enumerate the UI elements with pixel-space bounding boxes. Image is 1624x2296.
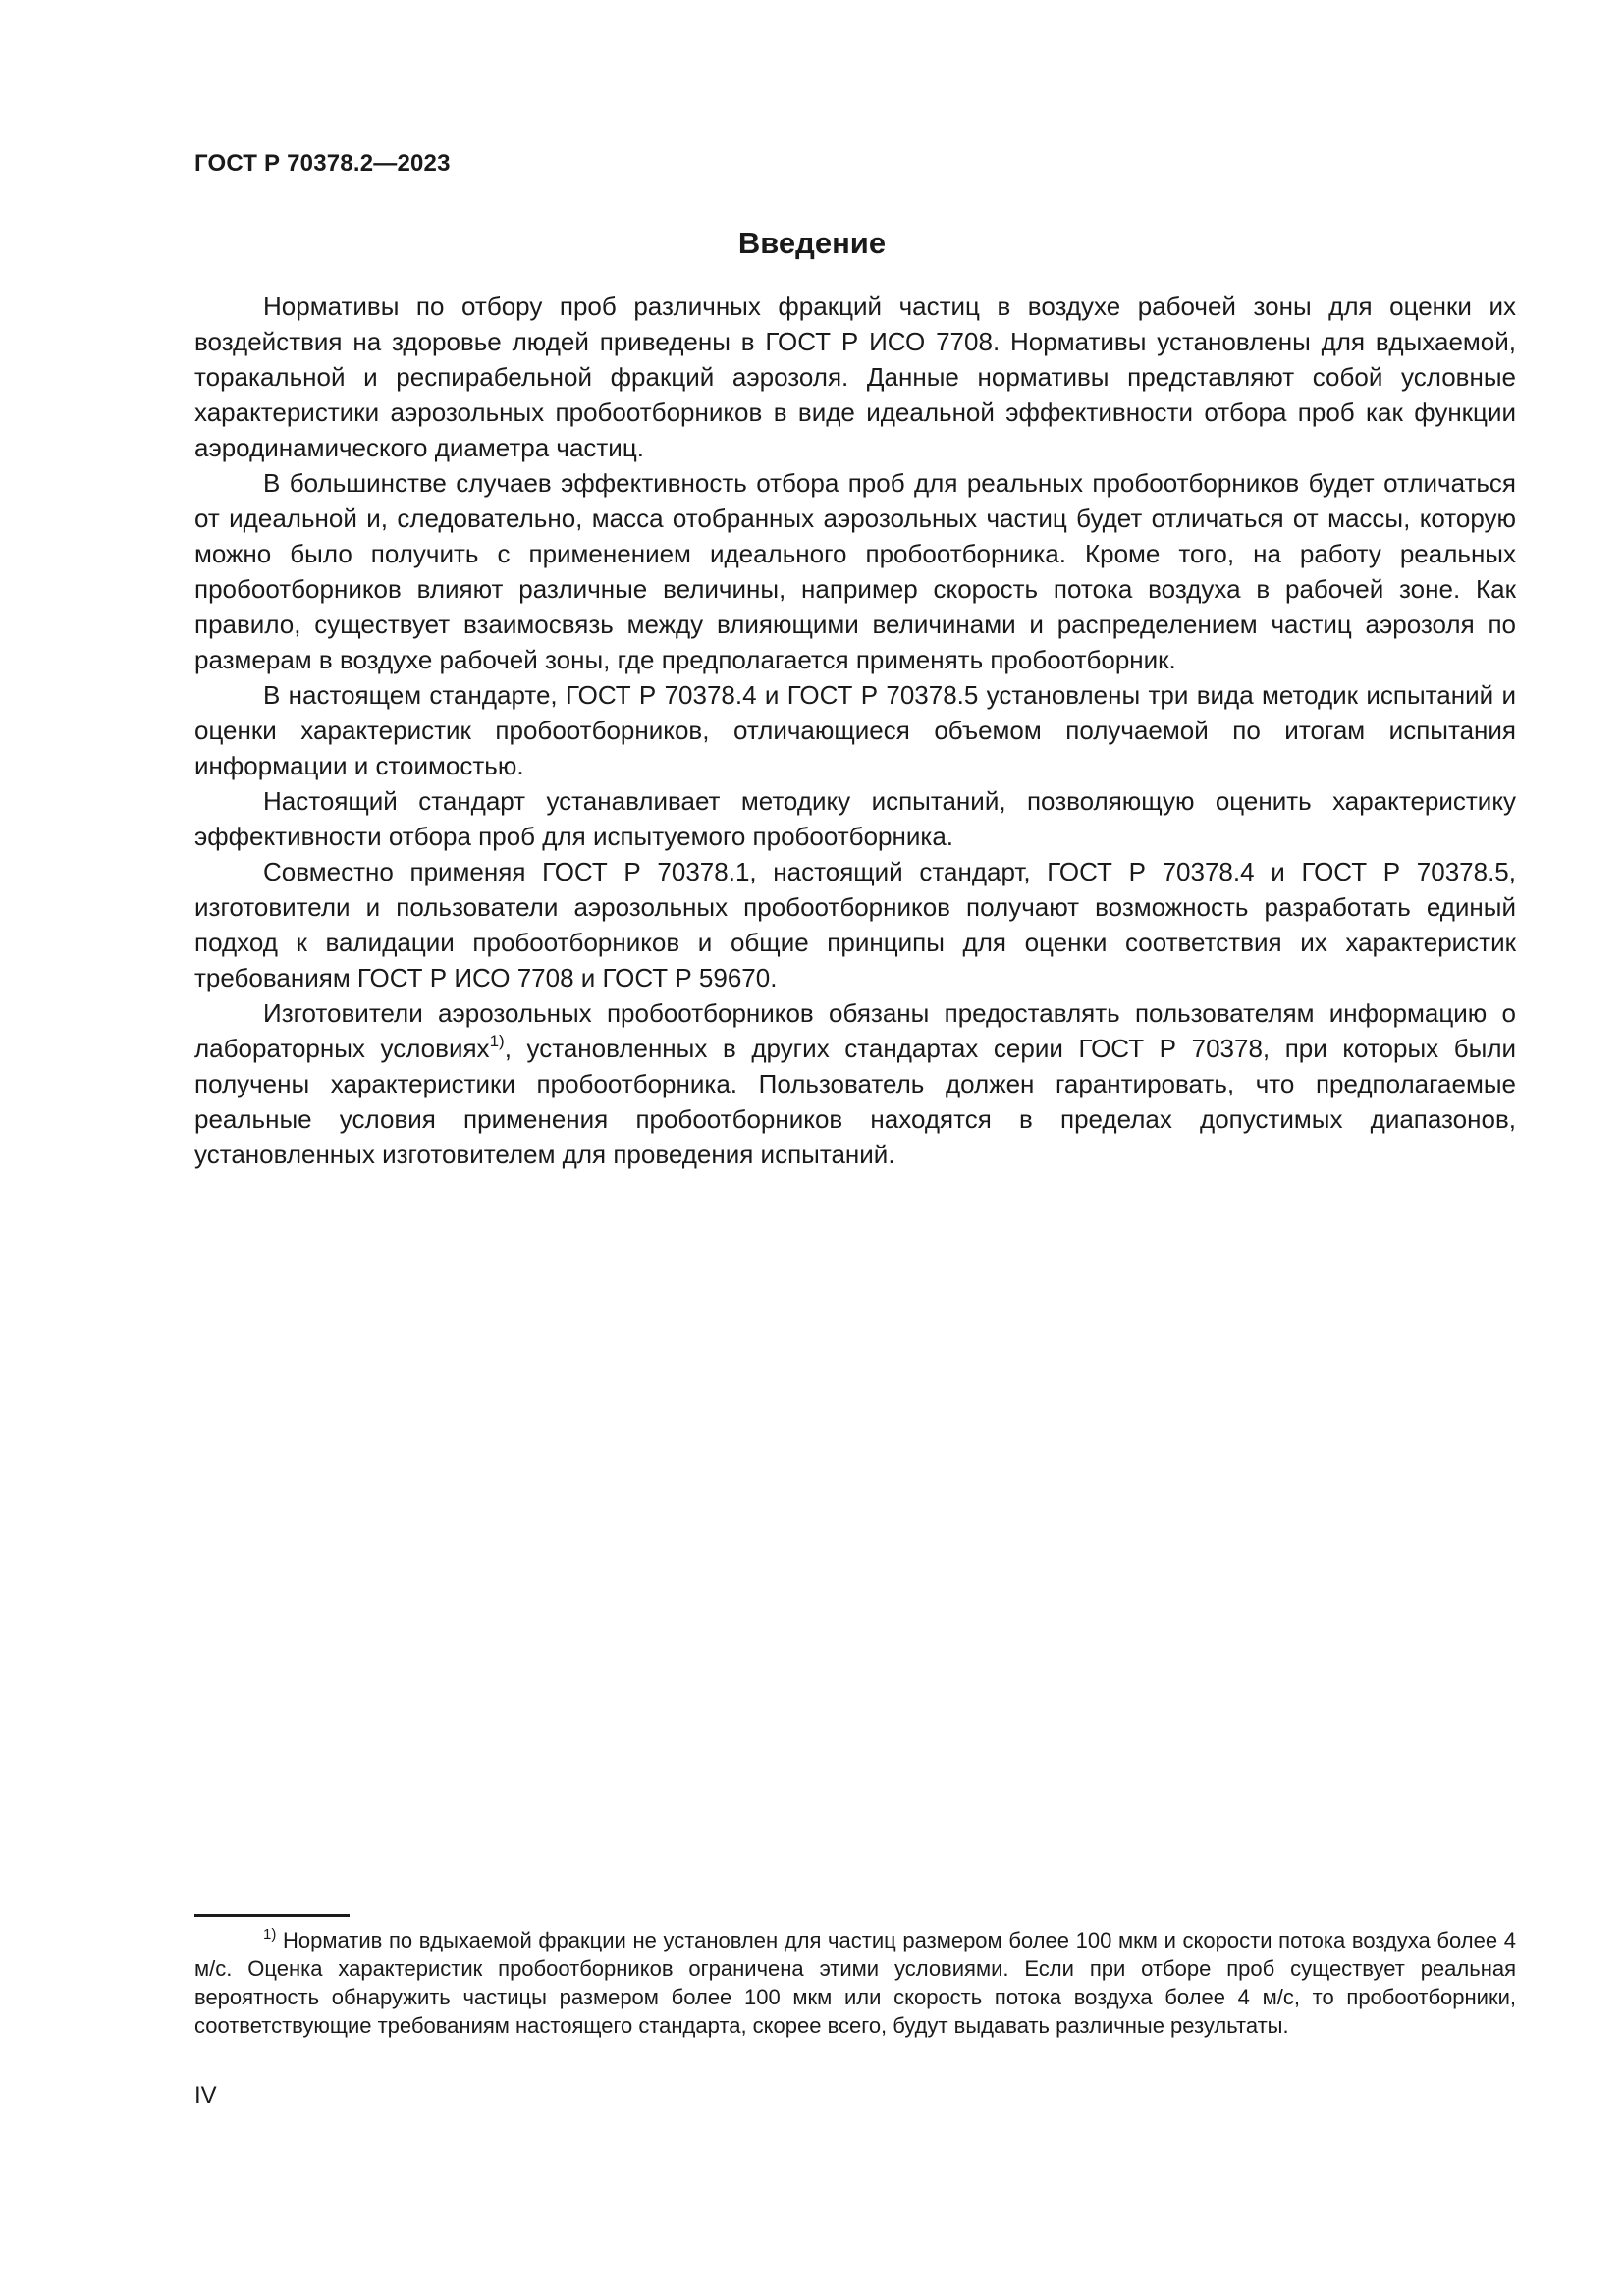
section-title: Введение — [737, 226, 887, 260]
paragraph-with-footnote-ref — [194, 995, 1516, 1172]
paragraph: Настоящий стандарт устанавливает методику испытаний, позволяющую оценить характеристику эффективности отбора проб для испытуемого пробоотборника. — [194, 786, 1516, 851]
page-number: IV — [194, 2082, 217, 2109]
footnote-divider — [194, 1914, 350, 1917]
paragraph: Нормативы по отбору проб различных фракций частиц в воздухе рабочей зоны для оценки их воздействия на здоровье людей приведены в ГОСТ Р ИСО 7708. Нормативы установлены для вдыхаемой, торакальной и респирабельной фракций аэрозоля. Данные нормативы представляют собой условные характеристики аэрозольных пробоотборников в виде идеальной эффективности отбора проб как функции аэродинамического диаметра частиц. — [194, 292, 1516, 462]
paragraph: В настоящем стандарте, ГОСТ Р 70378.4 и ГОСТ Р 70378.5 установлены три вида методик испытаний и оценки характеристик пробоотборников, отличающиеся объемом получаемой по итогам испытания информации и стоимостью. — [194, 680, 1516, 780]
paragraph: Совместно применяя ГОСТ Р 70378.1, настоящий стандарт, ГОСТ Р 70378.4 и ГОСТ Р 70378.5, изготовители и пользователи аэрозольных пробоотборников получают возможность разработать единый подход к валидации пробоотборников и общие принципы для оценки соответствия их характеристик требованиям ГОСТ Р ИСО 7708 и ГОСТ Р 59670. — [194, 857, 1516, 992]
footnote-reference[interactable]: 1) — [489, 1032, 505, 1050]
paragraph-text: Изготовители аэрозольных пробоотборников обязаны предоставлять пользователям информацию о лабораторных условиях — [194, 998, 1516, 1063]
footnote-text: Норматив по вдыхаемой фракции не установлен для частиц размером более 100 мкм и скорости потока воздуха более 4 м/с. Оценка характеристик пробоотборников ограничена этими условиями. Если при отборе проб существует реальная вероятность обнаружить частицы размером более 100 мкм или скорость потока воздуха более 4 м/с, то пробоотборники, соответствующие требованиям настоящего стандарта, скорее всего, будут выдавать различные результаты. — [194, 1928, 1516, 2038]
document-code: ГОСТ Р 70378.2—2023 — [194, 150, 451, 177]
footnote — [194, 1926, 1516, 2040]
paragraph-text: , установленных в других стандартах серии ГОСТ Р 70378, при которых были получены характеристики пробоотборника. Пользователь должен гарантировать, что предполагаемые реальные условия применения пробоотборников находятся в пределах допустимых диапазонов, установленных изготовителем для проведения испытаний. — [194, 1034, 1517, 1169]
paragraph: В большинстве случаев эффективность отбора проб для реальных пробоотборников будет отличаться от идеальной и, следовательно, масса отобранных аэрозольных частиц будет отличаться от массы, которую можно было получить с применением идеального пробоотборника. Кроме того, на работу реальных пробоотборников влияют различные величины, например скорость потока воздуха в рабочей зоне. Как правило, существует взаимосвязь между влияющими величинами и распределением частиц аэрозоля по размерам в воздухе рабочей зоны, где предполагается применять пробоотборник. — [194, 468, 1516, 674]
introduction-body — [194, 289, 1516, 1172]
footnote-mark: 1) — [263, 1926, 277, 1943]
